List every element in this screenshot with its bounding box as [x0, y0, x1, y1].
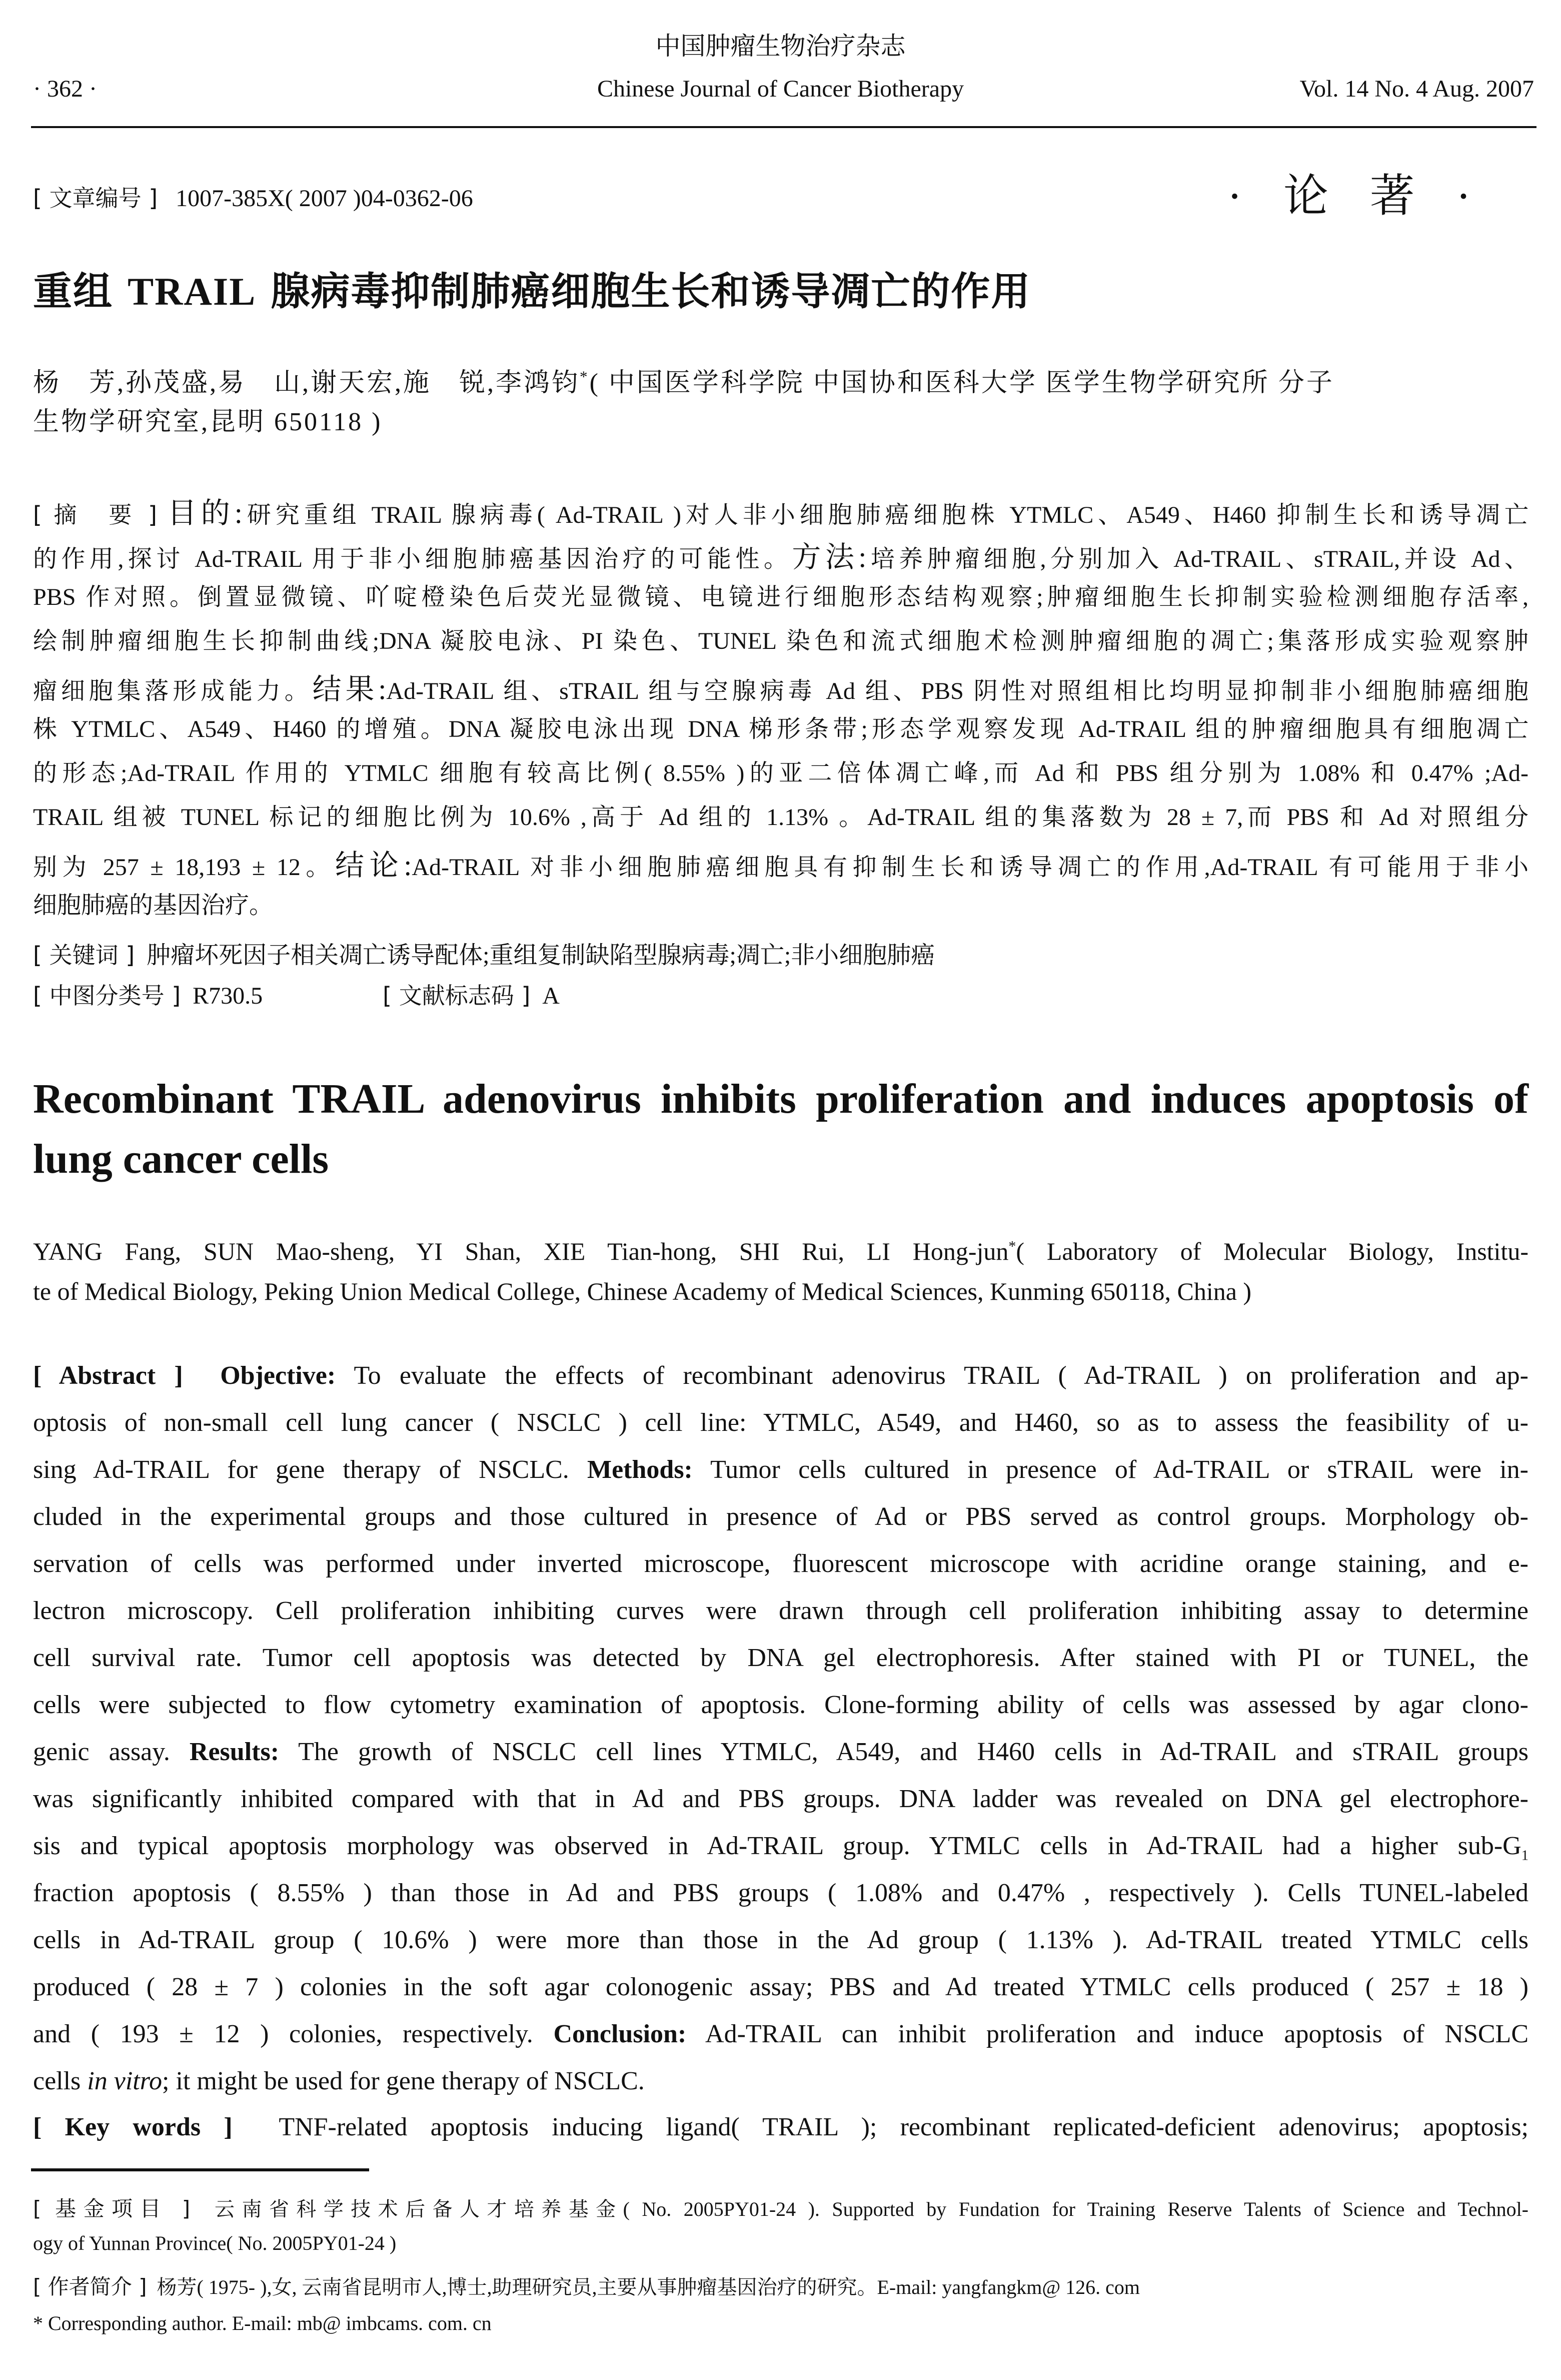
title-cn-part: 腺病毒抑制肺癌细胞生长和诱导凋亡的作用	[256, 269, 1031, 314]
conclusion-label: Conclusion:	[553, 2020, 687, 2048]
abstract-en-text: Tumor cells cultured in presence of Ad-TRAIL or sTRAIL were in-	[710, 1455, 1528, 1484]
journal-title-cn: 中国肿瘤生物治疗杂志	[655, 32, 906, 60]
doc-code-label: [ 文献标志码 ]	[383, 982, 531, 1009]
methods-label: Methods:	[587, 1455, 693, 1484]
affiliation-cn: ( 中国医学科学院 中国协和医科大学 医学生物学研究所 分子	[589, 369, 1334, 397]
abstract-en-line: fraction apoptosis ( 8.55% ) than those in Ad and PBS groups ( 1.08% and 0.47% , respectively ). Cells TUNEL-labeled	[33, 1879, 1528, 1907]
footnote-fund	[33, 2192, 1528, 2222]
header-rule	[31, 126, 1536, 128]
abstract-en-line: cells were subjected to flow cytometry examination of apoptosis. Clone-forming ability of cells was assessed by agar clono-	[33, 1691, 1528, 1719]
abstract-en-line: produced ( 28 ± 7 ) colonies in the soft agar colonogenic assay; PBS and Ad treated YTMLC cells produced ( 257 ± 18 )	[33, 1973, 1528, 2001]
title-en-line: Recombinant TRAIL adenovirus inhibits proliferation and induces apoptosis of	[33, 1076, 1528, 1122]
authors-cn-names: 杨 芳,孙茂盛,易 山,谢天宏,施 锐,李鸿钧	[33, 369, 580, 397]
abstract-en-line: cluded in the experimental groups and those cultured in presence of Ad or PBS served as control groups. Morphology ob-	[33, 1502, 1528, 1531]
abstract-cn-line	[33, 665, 1528, 707]
page-number: · 362 ·	[33, 76, 97, 102]
abstract-cn-line: PBS 作对照。倒置显微镜、吖啶橙染色后荧光显微镜、电镜进行细胞形态结构观察;肿瘤细胞生长抑制实验检测细胞存活率,	[33, 584, 1528, 610]
abstract-en-italic: in vitro	[87, 2067, 163, 2095]
corresponding-mark: *	[1008, 1238, 1016, 1255]
keywords-cn	[33, 936, 935, 970]
authors-cn-line: 生物学研究室,昆明 650118 )	[33, 408, 383, 436]
fund-label: [ 基金项目 ]	[33, 2196, 191, 2221]
authors-en-names: YANG Fang, SUN Mao-sheng, YI Shan, XIE Tian-hong, SHI Rui, LI Hong-jun	[33, 1237, 1009, 1265]
abstract-cn-text: Ad-TRAIL 组、sTRAIL 组与空腺病毒 Ad 组、PBS 阴性对照组相比均明显抑制非小细胞肺癌细胞	[386, 678, 1528, 704]
abstract-en-line	[33, 1455, 1528, 1484]
article-number-label: [ 文章编号 ]	[33, 185, 158, 212]
footnote-rule	[31, 2168, 369, 2171]
abstract-cn-section: 结论:	[335, 849, 412, 882]
footnote-fund-cont: ogy of Yunnan Province( No. 2005PY01-24 )	[33, 2232, 397, 2254]
abstract-cn-section: 结果:	[312, 673, 387, 705]
subscript: 1	[1521, 1848, 1528, 1864]
abstract-en-line: lectron microscopy. Cell proliferation inhibiting curves were drawn through cell proliferation inhibiting assay to determine	[33, 1597, 1528, 1625]
abstract-cn-line	[33, 842, 1528, 884]
abstract-en-line: was significantly inhibited compared with that in Ad and PBS groups. DNA ladder was revealed on DNA gel electrophore-	[33, 1785, 1528, 1813]
title-cn-latin: TRAIL	[128, 270, 257, 313]
abstract-en-line	[33, 2066, 645, 2096]
keywords-en-value: TNF-related apoptosis inducing ligand( TRAIL ); recombinant replicated-deficient adenovirus; apoptosis;	[279, 2113, 1529, 2141]
objective-label: Objective:	[220, 1361, 336, 1390]
abstract-en-line: optosis of non-small cell lung cancer ( NSCLC ) cell line: YTMLC, A549, and H460, so as to assess the feasibility of u-	[33, 1408, 1528, 1437]
abstract-en-line	[33, 2019, 1528, 2049]
volume-issue: Vol. 14 No. 4 Aug. 2007	[1299, 76, 1534, 102]
abstract-cn-line: 绘制肿瘤细胞生长抑制曲线;DNA 凝胶电泳、PI 染色、TUNEL 染色和流式细胞术检测肿瘤细胞的凋亡;集落形成实验观察肿	[33, 628, 1528, 654]
abstract-en-text: The growth of NSCLC cell lines YTMLC, A549, and H460 cells in Ad-TRAIL and sTRAIL groups	[298, 1738, 1529, 1766]
footnote-corresponding: * Corresponding author. E-mail: mb@ imbcams. com. cn	[33, 2312, 492, 2334]
abstract-cn-line: 细胞肺癌的基因治疗。	[33, 892, 274, 919]
abstract-en-line	[33, 1361, 1528, 1390]
abstract-en-line: cells in Ad-TRAIL group ( 10.6% ) were more than those in the Ad group ( 1.13% ). Ad-TRAIL treated YTMLC cells	[33, 1926, 1528, 1954]
abstract-cn-label: [ 摘 要 ]	[33, 501, 157, 528]
keywords-cn-label: [ 关键词 ]	[33, 942, 135, 969]
affiliation-en: ( Laboratory of Molecular Biology, Institu-	[1016, 1237, 1528, 1265]
journal-title-en: Chinese Journal of Cancer Biotherapy	[597, 76, 964, 102]
authors-en-line: te of Medical Biology, Peking Union Medical College, Chinese Academy of Medical Sciences, Kunming 650118, China )	[33, 1277, 1252, 1305]
abstract-en-label: [ Abstract ]	[33, 1361, 183, 1390]
title-en-line: lung cancer cells	[33, 1136, 329, 1182]
abstract-cn-text: 的作用,探讨 Ad-TRAIL 用于非小细胞肺癌基因治疗的可能性。	[33, 546, 792, 572]
abstract-cn-line	[33, 489, 1528, 531]
clc-label: [ 中图分类号 ]	[33, 982, 181, 1009]
abstract-cn-text: 研究重组 TRAIL 腺病毒( Ad-TRAIL )对人非小细胞肺癌细胞株 YTMLC、A549、H460 抑制生长和诱导凋亡	[242, 502, 1528, 528]
abstract-en-text: cells	[33, 2067, 81, 2095]
results-label: Results:	[189, 1738, 280, 1766]
classification	[33, 978, 560, 1011]
authors-cn-line	[33, 361, 1334, 399]
abstract-en-text: To evaluate the effects of recombinant adenovirus TRAIL ( Ad-TRAIL ) on proliferation and ap-	[354, 1361, 1528, 1390]
abstract-cn-text: 别为 257 ± 18,193 ± 12。	[33, 854, 336, 881]
abstract-cn-line: 的形态;Ad-TRAIL 作用的 YTMLC 细胞有较高比例( 8.55% )的亚二倍体凋亡峰,而 Ad 和 PBS 组分别为 1.08% 和 0.47% ;Ad-	[33, 760, 1528, 786]
abstract-en-text: Ad-TRAIL can inhibit proliferation and induce apoptosis of NSCLC	[705, 2020, 1529, 2048]
clc-value: R730.5	[193, 983, 263, 1009]
abstract-en-text: and ( 193 ± 12 ) colonies, respectively.	[33, 2020, 533, 2048]
author-bio-text: 杨芳( 1975- ),女, 云南省昆明市人,博士,助理研究员,主要从事肿瘤基因治疗的研究。E-mail: yangfangkm@ 126. com	[157, 2276, 1140, 2298]
title-cn-part: 重组	[33, 269, 128, 314]
doc-code-value: A	[542, 983, 560, 1009]
abstract-cn-text: Ad-TRAIL 对非小细胞肺癌细胞具有抑制生长和诱导凋亡的作用,Ad-TRAIL 有可能用于非小	[412, 854, 1528, 881]
author-bio-label: [ 作者简介 ]	[33, 2274, 147, 2299]
abstract-en-text: genic assay.	[33, 1738, 170, 1766]
title-cn	[33, 260, 1031, 316]
keywords-en	[33, 2112, 1528, 2142]
article-number-value: 1007-385X( 2007 )04-0362-06	[176, 185, 473, 212]
fund-text: 云南省科学技术后备人才培养基金( No. 2005PY01-24 ). Supported by Fundation for Training Reserve Talents of Science and Technol-	[215, 2198, 1529, 2220]
abstract-cn-text: 培养肿瘤细胞,分别加入 Ad-TRAIL、sTRAIL,并设 Ad、	[866, 546, 1528, 572]
abstract-en-text: ; it might be used for gene therapy of NSCLC.	[162, 2067, 645, 2095]
abstract-en-line: servation of cells was performed under inverted microscope, fluorescent microscope with acridine orange staining, and e-	[33, 1549, 1528, 1578]
abstract-cn-section: 方法:	[792, 541, 867, 573]
footnote-author	[33, 2270, 1140, 2300]
abstract-cn-line: 株 YTMLC、A549、H460 的增殖。DNA 凝胶电泳出现 DNA 梯形条带;形态学观察发现 Ad-TRAIL 组的肿瘤细胞具有细胞凋亡	[33, 716, 1528, 742]
abstract-en-text: sing Ad-TRAIL for gene therapy of NSCLC.	[33, 1455, 569, 1484]
abstract-en-line	[33, 1831, 1528, 1864]
abstract-cn-line: TRAIL 组被 TUNEL 标记的细胞比例为 10.6% ,高于 Ad 组的 1.13% 。Ad-TRAIL 组的集落数为 28 ± 7,而 PBS 和 Ad 对照组分	[33, 804, 1528, 831]
abstract-en-line	[33, 1737, 1528, 1767]
abstract-cn-section: 目的:	[167, 497, 243, 529]
authors-en-line	[33, 1237, 1528, 1266]
abstract-en-text: sis and typical apoptosis morphology was observed in Ad-TRAIL group. YTMLC cells in Ad-TRAIL had a higher sub-G	[33, 1832, 1521, 1860]
article-number	[33, 180, 473, 213]
keywords-cn-value: 肿瘤坏死因子相关凋亡诱导配体;重组复制缺陷型腺病毒;凋亡;非小细胞肺癌	[147, 942, 935, 969]
keywords-en-label: [ Key words ]	[33, 2113, 233, 2141]
corresponding-mark: *	[580, 368, 590, 386]
section-tag: · 论 著 ·	[1227, 172, 1486, 221]
abstract-cn-line	[33, 533, 1528, 575]
abstract-en-line: cell survival rate. Tumor cell apoptosis was detected by DNA gel electrophoresis. After stained with PI or TUNEL, the	[33, 1644, 1528, 1672]
abstract-cn-text: 瘤细胞集落形成能力。	[33, 678, 313, 704]
